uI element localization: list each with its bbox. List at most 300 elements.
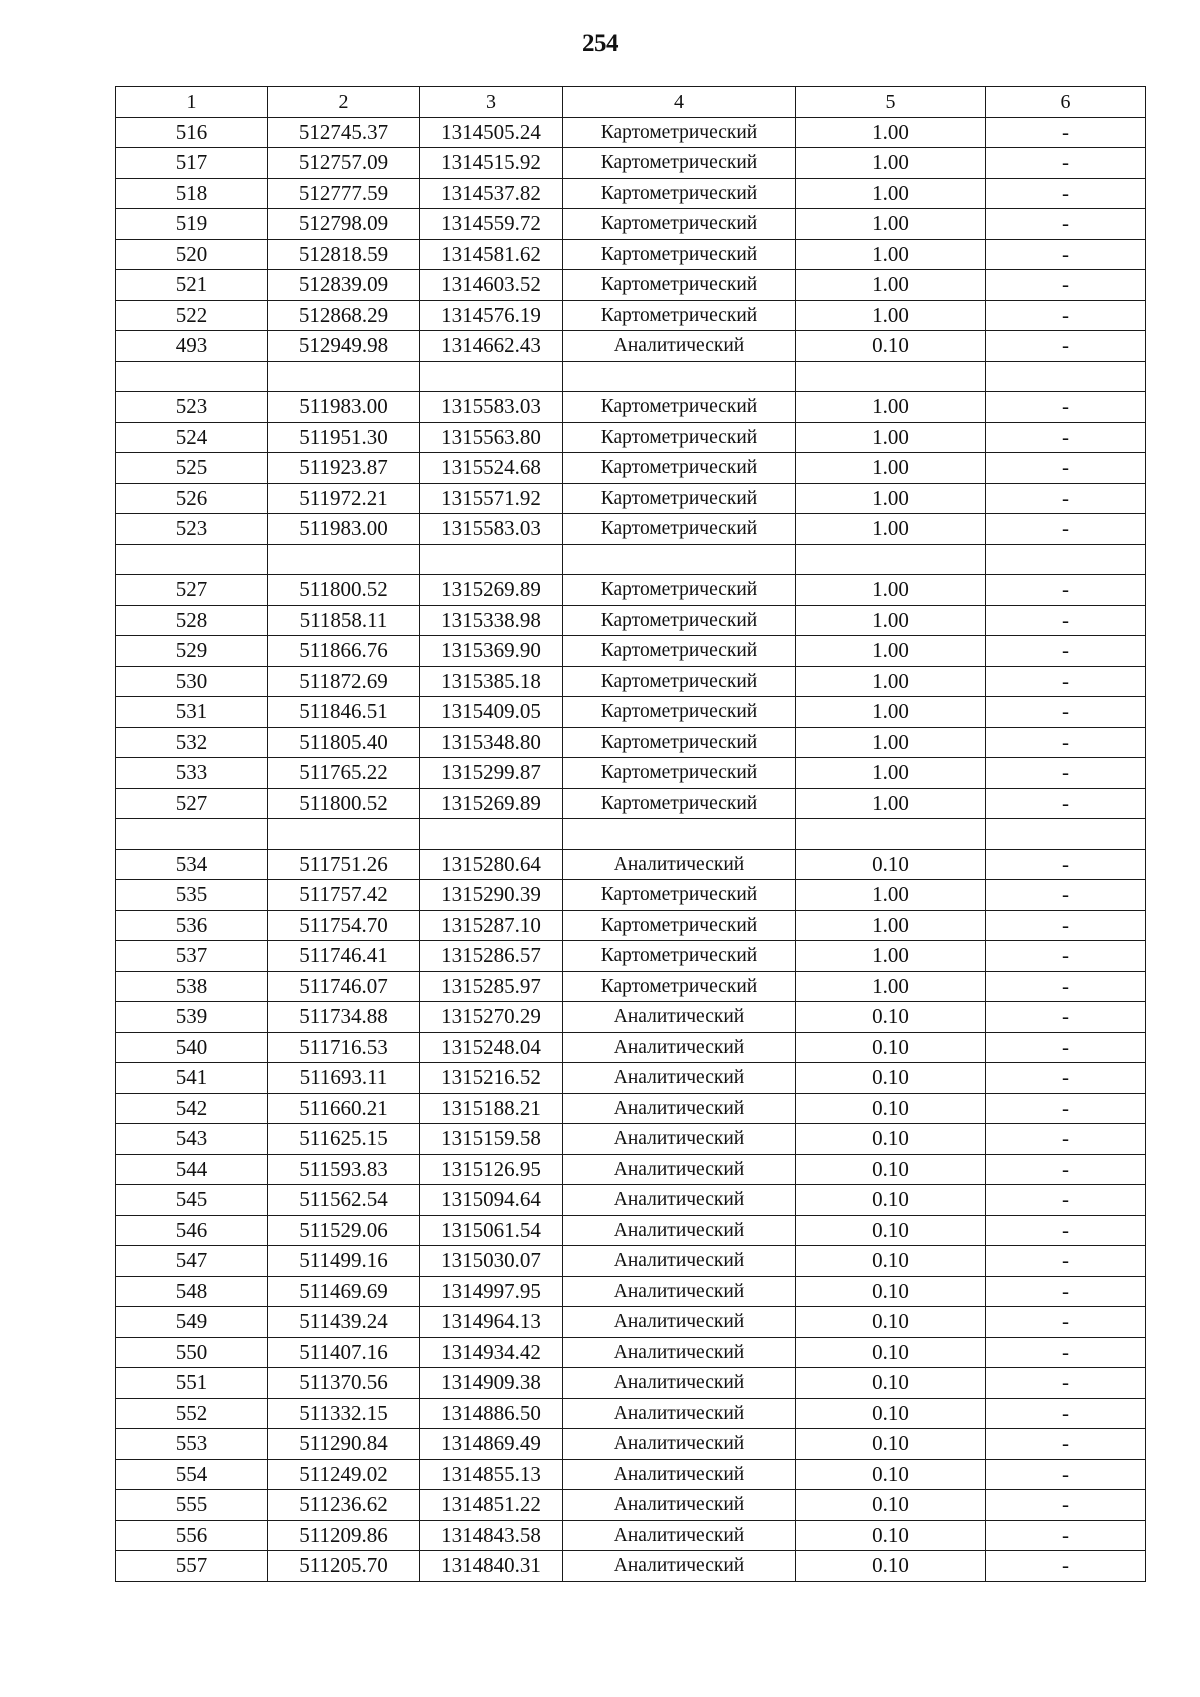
point-number-cell: 541 [116, 1063, 268, 1094]
x-coordinate-cell: 511205.70 [268, 1551, 420, 1582]
y-coordinate-cell: 1314603.52 [420, 270, 563, 301]
method-cell: Аналитический [563, 1398, 796, 1429]
x-coordinate-cell: 512818.59 [268, 239, 420, 270]
accuracy-cell: 0.10 [796, 1032, 986, 1063]
method-cell: Картометрический [563, 209, 796, 240]
point-number-cell: 556 [116, 1520, 268, 1551]
accuracy-cell: 1.00 [796, 666, 986, 697]
table-row [116, 1368, 1146, 1399]
method-cell: Аналитический [563, 1124, 796, 1155]
x-coordinate-cell: 511872.69 [268, 666, 420, 697]
method-cell: Картометрический [563, 483, 796, 514]
y-coordinate-cell: 1314559.72 [420, 209, 563, 240]
x-coordinate-cell: 511370.56 [268, 1368, 420, 1399]
accuracy-cell: 0.10 [796, 849, 986, 880]
x-coordinate-cell: 511734.88 [268, 1002, 420, 1033]
note-cell: - [986, 483, 1146, 514]
method-cell: Картометрический [563, 605, 796, 636]
note-cell: - [986, 1032, 1146, 1063]
table-row [116, 1002, 1146, 1033]
column-header-5: 5 [796, 87, 986, 118]
table-row [116, 270, 1146, 301]
note-cell: - [986, 636, 1146, 667]
accuracy-cell: 0.10 [796, 1307, 986, 1338]
note-cell: - [986, 880, 1146, 911]
method-cell: Картометрический [563, 239, 796, 270]
point-number-cell: 523 [116, 514, 268, 545]
method-cell: Аналитический [563, 1429, 796, 1460]
point-number-cell: 493 [116, 331, 268, 362]
accuracy-cell: 1.00 [796, 941, 986, 972]
method-cell: Картометрический [563, 300, 796, 331]
accuracy-cell: 0.10 [796, 1520, 986, 1551]
y-coordinate-cell: 1315216.52 [420, 1063, 563, 1094]
table-row [116, 1551, 1146, 1582]
y-coordinate-cell: 1315563.80 [420, 422, 563, 453]
accuracy-cell: 0.10 [796, 1368, 986, 1399]
y-coordinate-cell: 1315369.90 [420, 636, 563, 667]
table-row [116, 331, 1146, 362]
y-coordinate-cell: 1314505.24 [420, 117, 563, 148]
table-row [116, 178, 1146, 209]
x-coordinate-cell: 511951.30 [268, 422, 420, 453]
accuracy-cell: 0.10 [796, 1337, 986, 1368]
method-cell: Аналитический [563, 1459, 796, 1490]
point-number-cell: 530 [116, 666, 268, 697]
method-cell: Картометрический [563, 880, 796, 911]
y-coordinate-cell: 1315094.64 [420, 1185, 563, 1216]
x-coordinate-cell: 511529.06 [268, 1215, 420, 1246]
accuracy-cell: 1.00 [796, 697, 986, 728]
x-coordinate-cell: 511757.42 [268, 880, 420, 911]
method-cell: Картометрический [563, 392, 796, 423]
table-row [116, 1124, 1146, 1155]
y-coordinate-cell: 1315030.07 [420, 1246, 563, 1277]
x-coordinate-cell: 511332.15 [268, 1398, 420, 1429]
note-cell [986, 544, 1146, 575]
x-coordinate-cell: 511209.86 [268, 1520, 420, 1551]
y-coordinate-cell: 1314851.22 [420, 1490, 563, 1521]
accuracy-cell: 1.00 [796, 636, 986, 667]
note-cell: - [986, 178, 1146, 209]
table-row [116, 849, 1146, 880]
point-number-cell [116, 819, 268, 850]
note-cell: - [986, 1551, 1146, 1582]
table-row [116, 1032, 1146, 1063]
column-header-3: 3 [420, 87, 563, 118]
table-row [116, 1093, 1146, 1124]
method-cell: Картометрический [563, 178, 796, 209]
table-separator-row [116, 819, 1146, 850]
table-row [116, 1429, 1146, 1460]
method-cell: Картометрический [563, 971, 796, 1002]
point-number-cell: 525 [116, 453, 268, 484]
note-cell: - [986, 1429, 1146, 1460]
accuracy-cell [796, 819, 986, 850]
x-coordinate-cell: 511290.84 [268, 1429, 420, 1460]
y-coordinate-cell: 1315286.57 [420, 941, 563, 972]
column-header-1: 1 [116, 87, 268, 118]
accuracy-cell: 1.00 [796, 270, 986, 301]
y-coordinate-cell: 1314840.31 [420, 1551, 563, 1582]
x-coordinate-cell: 512839.09 [268, 270, 420, 301]
method-cell: Картометрический [563, 270, 796, 301]
table-row [116, 1459, 1146, 1490]
point-number-cell: 516 [116, 117, 268, 148]
method-cell: Аналитический [563, 1185, 796, 1216]
point-number-cell: 549 [116, 1307, 268, 1338]
x-coordinate-cell: 511562.54 [268, 1185, 420, 1216]
method-cell: Картометрический [563, 697, 796, 728]
table-header-row [116, 87, 1146, 118]
accuracy-cell [796, 544, 986, 575]
method-cell: Картометрический [563, 422, 796, 453]
x-coordinate-cell: 512949.98 [268, 331, 420, 362]
table-row [116, 788, 1146, 819]
note-cell: - [986, 1276, 1146, 1307]
point-number-cell: 537 [116, 941, 268, 972]
y-coordinate-cell: 1315285.97 [420, 971, 563, 1002]
point-number-cell: 524 [116, 422, 268, 453]
accuracy-cell: 0.10 [796, 1429, 986, 1460]
note-cell: - [986, 1459, 1146, 1490]
method-cell: Аналитический [563, 1063, 796, 1094]
note-cell: - [986, 1124, 1146, 1155]
note-cell [986, 819, 1146, 850]
table-row [116, 1337, 1146, 1368]
x-coordinate-cell: 511407.16 [268, 1337, 420, 1368]
note-cell: - [986, 514, 1146, 545]
y-coordinate-cell: 1315583.03 [420, 514, 563, 545]
x-coordinate-cell: 511983.00 [268, 514, 420, 545]
point-number-cell: 544 [116, 1154, 268, 1185]
point-number-cell: 535 [116, 880, 268, 911]
accuracy-cell: 1.00 [796, 300, 986, 331]
y-coordinate-cell: 1315583.03 [420, 392, 563, 423]
point-number-cell: 546 [116, 1215, 268, 1246]
table-row [116, 1307, 1146, 1338]
method-cell: Картометрический [563, 910, 796, 941]
y-coordinate-cell: 1314662.43 [420, 331, 563, 362]
y-coordinate-cell: 1314537.82 [420, 178, 563, 209]
accuracy-cell: 0.10 [796, 1185, 986, 1216]
table-row [116, 941, 1146, 972]
x-coordinate-cell: 511751.26 [268, 849, 420, 880]
point-number-cell [116, 361, 268, 392]
x-coordinate-cell: 511983.00 [268, 392, 420, 423]
table-row [116, 727, 1146, 758]
note-cell: - [986, 1337, 1146, 1368]
note-cell: - [986, 666, 1146, 697]
method-cell: Картометрический [563, 758, 796, 789]
method-cell: Аналитический [563, 1276, 796, 1307]
accuracy-cell [796, 361, 986, 392]
point-number-cell: 521 [116, 270, 268, 301]
accuracy-cell: 1.00 [796, 971, 986, 1002]
note-cell: - [986, 1368, 1146, 1399]
y-coordinate-cell [420, 361, 563, 392]
point-number-cell: 533 [116, 758, 268, 789]
accuracy-cell: 0.10 [796, 1276, 986, 1307]
accuracy-cell: 0.10 [796, 331, 986, 362]
table-row [116, 605, 1146, 636]
table-separator-row [116, 544, 1146, 575]
x-coordinate-cell: 512798.09 [268, 209, 420, 240]
x-coordinate-cell: 512777.59 [268, 178, 420, 209]
point-number-cell: 545 [116, 1185, 268, 1216]
method-cell: Картометрический [563, 148, 796, 179]
note-cell: - [986, 300, 1146, 331]
table-row [116, 483, 1146, 514]
table-body [116, 117, 1146, 1581]
note-cell: - [986, 758, 1146, 789]
x-coordinate-cell: 511746.41 [268, 941, 420, 972]
table-row [116, 910, 1146, 941]
y-coordinate-cell: 1315061.54 [420, 1215, 563, 1246]
accuracy-cell: 1.00 [796, 392, 986, 423]
x-coordinate-cell: 511625.15 [268, 1124, 420, 1155]
coordinates-table [115, 86, 1146, 1582]
x-coordinate-cell: 511746.07 [268, 971, 420, 1002]
point-number-cell: 517 [116, 148, 268, 179]
y-coordinate-cell: 1314934.42 [420, 1337, 563, 1368]
x-coordinate-cell: 511765.22 [268, 758, 420, 789]
note-cell: - [986, 1093, 1146, 1124]
point-number-cell: 557 [116, 1551, 268, 1582]
method-cell: Аналитический [563, 1490, 796, 1521]
x-coordinate-cell: 511439.24 [268, 1307, 420, 1338]
x-coordinate-cell [268, 819, 420, 850]
method-cell: Аналитический [563, 1368, 796, 1399]
accuracy-cell: 1.00 [796, 422, 986, 453]
y-coordinate-cell: 1315571.92 [420, 483, 563, 514]
method-cell: Аналитический [563, 1307, 796, 1338]
accuracy-cell: 1.00 [796, 209, 986, 240]
method-cell: Картометрический [563, 453, 796, 484]
note-cell: - [986, 117, 1146, 148]
point-number-cell: 520 [116, 239, 268, 270]
y-coordinate-cell: 1315287.10 [420, 910, 563, 941]
accuracy-cell: 0.10 [796, 1063, 986, 1094]
accuracy-cell: 0.10 [796, 1215, 986, 1246]
method-cell: Аналитический [563, 1002, 796, 1033]
table-row [116, 1398, 1146, 1429]
point-number-cell: 527 [116, 788, 268, 819]
accuracy-cell: 0.10 [796, 1124, 986, 1155]
accuracy-cell: 1.00 [796, 239, 986, 270]
accuracy-cell: 1.00 [796, 910, 986, 941]
y-coordinate-cell: 1315290.39 [420, 880, 563, 911]
note-cell: - [986, 697, 1146, 728]
point-number-cell: 532 [116, 727, 268, 758]
table-row [116, 1215, 1146, 1246]
y-coordinate-cell [420, 819, 563, 850]
y-coordinate-cell: 1315280.64 [420, 849, 563, 880]
x-coordinate-cell: 511800.52 [268, 575, 420, 606]
note-cell: - [986, 392, 1146, 423]
point-number-cell: 548 [116, 1276, 268, 1307]
table-row [116, 880, 1146, 911]
accuracy-cell: 0.10 [796, 1551, 986, 1582]
x-coordinate-cell: 511236.62 [268, 1490, 420, 1521]
table-row [116, 422, 1146, 453]
method-cell: Аналитический [563, 1551, 796, 1582]
point-number-cell: 555 [116, 1490, 268, 1521]
table-row [116, 1154, 1146, 1185]
method-cell: Аналитический [563, 331, 796, 362]
point-number-cell: 538 [116, 971, 268, 1002]
table-row [116, 1520, 1146, 1551]
point-number-cell: 518 [116, 178, 268, 209]
table-row [116, 971, 1146, 1002]
y-coordinate-cell: 1315269.89 [420, 575, 563, 606]
x-coordinate-cell: 511693.11 [268, 1063, 420, 1094]
accuracy-cell: 0.10 [796, 1093, 986, 1124]
accuracy-cell: 1.00 [796, 148, 986, 179]
note-cell: - [986, 1185, 1146, 1216]
method-cell [563, 544, 796, 575]
method-cell: Аналитический [563, 1520, 796, 1551]
point-number-cell: 547 [116, 1246, 268, 1277]
note-cell: - [986, 239, 1146, 270]
x-coordinate-cell: 512757.09 [268, 148, 420, 179]
x-coordinate-cell: 511846.51 [268, 697, 420, 728]
table-row [116, 1276, 1146, 1307]
point-number-cell: 553 [116, 1429, 268, 1460]
note-cell: - [986, 1398, 1146, 1429]
note-cell: - [986, 1215, 1146, 1246]
method-cell: Аналитический [563, 1093, 796, 1124]
note-cell: - [986, 910, 1146, 941]
note-cell: - [986, 270, 1146, 301]
note-cell: - [986, 727, 1146, 758]
y-coordinate-cell: 1315188.21 [420, 1093, 563, 1124]
method-cell: Картометрический [563, 117, 796, 148]
point-number-cell: 554 [116, 1459, 268, 1490]
table-row [116, 1063, 1146, 1094]
note-cell: - [986, 1490, 1146, 1521]
point-number-cell: 522 [116, 300, 268, 331]
x-coordinate-cell: 511716.53 [268, 1032, 420, 1063]
y-coordinate-cell: 1315524.68 [420, 453, 563, 484]
accuracy-cell: 1.00 [796, 483, 986, 514]
note-cell: - [986, 605, 1146, 636]
table-row [116, 453, 1146, 484]
point-number-cell: 526 [116, 483, 268, 514]
note-cell: - [986, 1002, 1146, 1033]
method-cell: Картометрический [563, 727, 796, 758]
x-coordinate-cell: 511469.69 [268, 1276, 420, 1307]
note-cell: - [986, 941, 1146, 972]
accuracy-cell: 1.00 [796, 727, 986, 758]
y-coordinate-cell: 1315269.89 [420, 788, 563, 819]
note-cell: - [986, 1246, 1146, 1277]
note-cell: - [986, 575, 1146, 606]
y-coordinate-cell: 1314909.38 [420, 1368, 563, 1399]
note-cell: - [986, 1520, 1146, 1551]
x-coordinate-cell: 512868.29 [268, 300, 420, 331]
point-number-cell: 534 [116, 849, 268, 880]
x-coordinate-cell: 511972.21 [268, 483, 420, 514]
point-number-cell: 523 [116, 392, 268, 423]
note-cell: - [986, 1063, 1146, 1094]
note-cell: - [986, 788, 1146, 819]
note-cell: - [986, 422, 1146, 453]
table-row [116, 666, 1146, 697]
point-number-cell: 543 [116, 1124, 268, 1155]
point-number-cell: 551 [116, 1368, 268, 1399]
accuracy-cell: 1.00 [796, 880, 986, 911]
y-coordinate-cell [420, 544, 563, 575]
x-coordinate-cell: 511800.52 [268, 788, 420, 819]
x-coordinate-cell: 512745.37 [268, 117, 420, 148]
table-row [116, 1490, 1146, 1521]
table-row [116, 300, 1146, 331]
method-cell: Аналитический [563, 1154, 796, 1185]
column-header-6: 6 [986, 87, 1146, 118]
table-row [116, 117, 1146, 148]
y-coordinate-cell: 1314855.13 [420, 1459, 563, 1490]
method-cell: Аналитический [563, 1032, 796, 1063]
accuracy-cell: 0.10 [796, 1398, 986, 1429]
point-number-cell: 527 [116, 575, 268, 606]
point-number-cell: 529 [116, 636, 268, 667]
point-number-cell: 536 [116, 910, 268, 941]
y-coordinate-cell: 1314886.50 [420, 1398, 563, 1429]
accuracy-cell: 1.00 [796, 453, 986, 484]
table-row [116, 392, 1146, 423]
note-cell: - [986, 453, 1146, 484]
method-cell: Аналитический [563, 1246, 796, 1277]
point-number-cell [116, 544, 268, 575]
table-row [116, 1185, 1146, 1216]
table-row [116, 1246, 1146, 1277]
accuracy-cell: 1.00 [796, 178, 986, 209]
x-coordinate-cell: 511593.83 [268, 1154, 420, 1185]
table-row [116, 758, 1146, 789]
x-coordinate-cell: 511923.87 [268, 453, 420, 484]
table-row [116, 575, 1146, 606]
point-number-cell: 550 [116, 1337, 268, 1368]
note-cell: - [986, 331, 1146, 362]
y-coordinate-cell: 1314515.92 [420, 148, 563, 179]
y-coordinate-cell: 1315299.87 [420, 758, 563, 789]
note-cell: - [986, 971, 1146, 1002]
accuracy-cell: 0.10 [796, 1490, 986, 1521]
note-cell: - [986, 1307, 1146, 1338]
method-cell: Картометрический [563, 788, 796, 819]
x-coordinate-cell: 511866.76 [268, 636, 420, 667]
method-cell: Картометрический [563, 575, 796, 606]
y-coordinate-cell: 1314869.49 [420, 1429, 563, 1460]
method-cell [563, 819, 796, 850]
table-row [116, 239, 1146, 270]
accuracy-cell: 1.00 [796, 514, 986, 545]
x-coordinate-cell: 511858.11 [268, 605, 420, 636]
y-coordinate-cell: 1314843.58 [420, 1520, 563, 1551]
method-cell: Картометрический [563, 666, 796, 697]
method-cell [563, 361, 796, 392]
point-number-cell: 552 [116, 1398, 268, 1429]
x-coordinate-cell: 511249.02 [268, 1459, 420, 1490]
x-coordinate-cell [268, 361, 420, 392]
y-coordinate-cell: 1315270.29 [420, 1002, 563, 1033]
y-coordinate-cell: 1315338.98 [420, 605, 563, 636]
y-coordinate-cell: 1315159.58 [420, 1124, 563, 1155]
y-coordinate-cell: 1315126.95 [420, 1154, 563, 1185]
method-cell: Аналитический [563, 1215, 796, 1246]
y-coordinate-cell: 1315248.04 [420, 1032, 563, 1063]
